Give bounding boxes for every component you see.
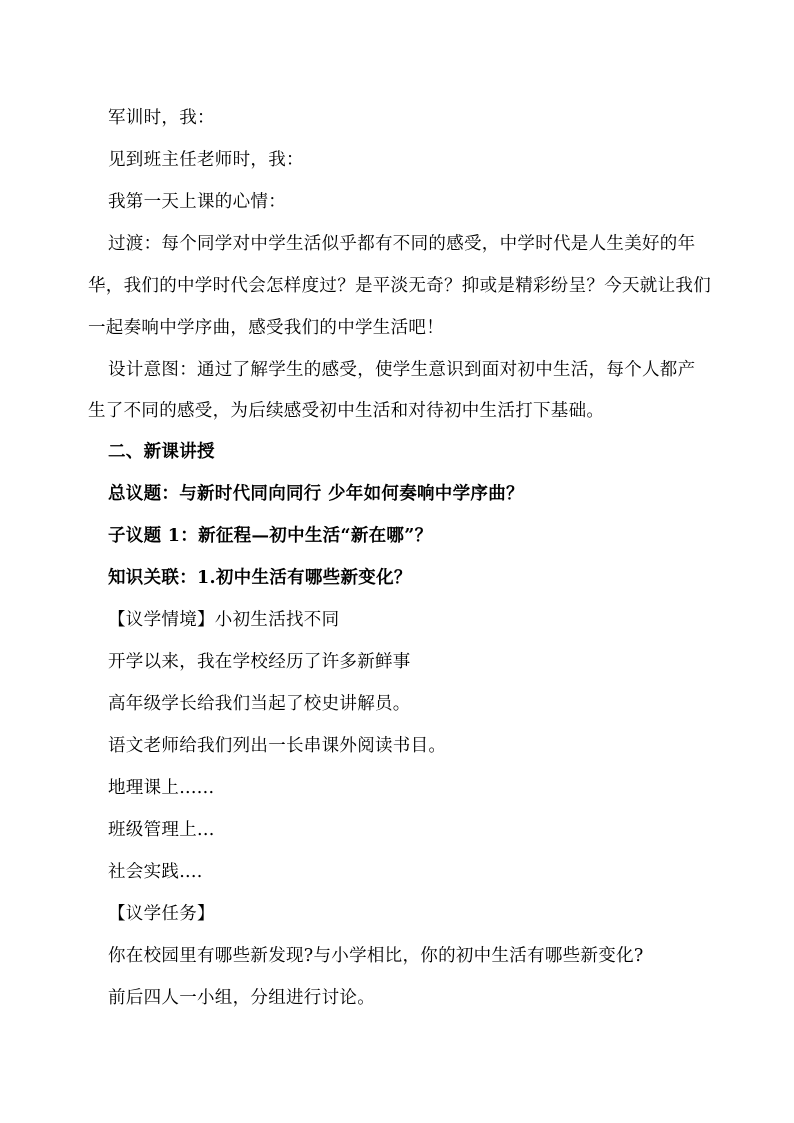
text-line-learning-scenario: 【议学情境】小初生活找不同 — [108, 610, 340, 630]
section-heading-new-lesson: 二、新课讲授 — [108, 442, 215, 462]
main-topic-heading: 总议题：与新时代同向同行 少年如何奏响中学序曲？ — [108, 484, 524, 504]
text-line-task-question: 你在校园里有哪些新发现?与小学相比，你的初中生活有哪些新变化? — [108, 946, 644, 966]
text-line-social-practice: 社会实践.... — [108, 862, 203, 882]
text-line-senior-guide: 高年级学长给我们当起了校史讲解员。 — [108, 694, 411, 714]
text-line-group-discussion: 前后四人一小组，分组进行讨论。 — [108, 988, 375, 1008]
text-line-transition-1: 过渡：每个同学对中学生活似乎都有不同的感受，中学时代是人生美好的年 — [108, 234, 696, 254]
knowledge-link-heading: 知识关联：1.初中生活有哪些新变化？ — [108, 568, 412, 588]
text-line-learning-task: 【议学任务】 — [108, 904, 215, 924]
text-line-transition-2: 华，我们的中学时代会怎样度过？是平淡无奇？抑或是精彩纷呈？今天就让我们 — [88, 276, 711, 296]
text-line-new-experiences: 开学以来，我在学校经历了许多新鲜事 — [108, 652, 411, 672]
sub-topic-heading: 子议题 1：新征程—初中生活“新在哪”？ — [108, 526, 433, 546]
text-line-first-day-mood: 我第一天上课的心情： — [108, 192, 286, 212]
text-line-design-intent-1: 设计意图：通过了解学生的感受，使学生意识到面对初中生活，每个人都产 — [108, 360, 696, 380]
text-line-geography-class: 地理课上...... — [108, 778, 215, 798]
text-line-transition-3: 一起奏响中学序曲，感受我们的中学生活吧！ — [88, 318, 444, 338]
text-line-reading-list: 语文老师给我们列出一长串课外阅读书目。 — [108, 736, 447, 756]
text-line-meet-teacher: 见到班主任老师时，我： — [108, 150, 304, 170]
text-line-class-management: 班级管理上... — [108, 820, 215, 840]
text-line-military-training: 军训时，我： — [108, 108, 215, 128]
text-line-design-intent-2: 生了不同的感受，为后续感受初中生活和对待初中生活打下基础。 — [88, 401, 605, 421]
